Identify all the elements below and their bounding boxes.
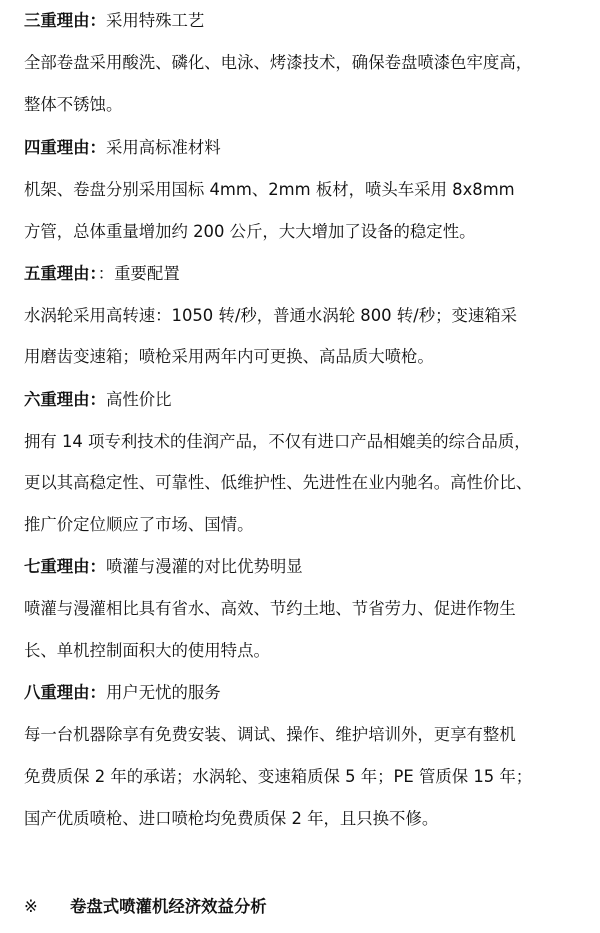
section-title: 用户无忧的服务: [105, 683, 221, 702]
footer-heading: [24, 896, 267, 918]
section-title: ：重要配置: [97, 264, 180, 283]
paragraph-line: 国产优质喷枪、进口喷枪均免费质保 2 年，且只换不修。: [24, 809, 439, 828]
paragraph-line: 拥有 14 项专利技术的佳润产品，不仅有进口产品相媲美的综合品质，: [24, 432, 531, 451]
paragraph-line: 机架、卷盘分别采用国标 4mm、2mm 板材，喷头车采用 8x8mm: [24, 180, 515, 199]
section-title: 采用特殊工艺: [105, 11, 205, 30]
footer-title: 卷盘式喷灌机经济效益分析: [70, 897, 267, 916]
paragraph-line: 推广价定位顺应了市场、国情。: [24, 515, 254, 534]
section-label: 七重理由：: [24, 557, 106, 576]
section-heading-3: [24, 10, 204, 32]
section-heading-8: [24, 682, 221, 704]
paragraph-line: 喷灌与漫灌相比具有省水、高效、节约土地、节省劳力、促进作物生: [24, 599, 516, 618]
section-heading-4: [24, 137, 221, 159]
section-heading-6: [24, 389, 172, 411]
paragraph-line: 更以其高稳定性、可靠性、低维护性、先进性在业内驰名。高性价比、: [24, 473, 533, 492]
section-heading-7: [24, 556, 303, 578]
reference-mark-icon: ※: [24, 897, 38, 916]
paragraph-line: 每一台机器除享有免费安装、调试、操作、维护培训外，更享有整机: [24, 725, 516, 744]
section-label: 五重理由：: [24, 264, 98, 283]
section-label: 四重理由：: [24, 138, 106, 157]
section-heading-5: [24, 263, 180, 285]
paragraph-line: 整体不锈蚀。: [24, 95, 123, 114]
paragraph-line: 用磨齿变速箱；喷枪采用两年内可更换、高品质大喷枪。: [24, 347, 434, 366]
section-title: 喷灌与漫灌的对比优势明显: [105, 557, 303, 576]
section-title: 采用高标准材料: [105, 138, 221, 157]
paragraph-line: 水涡轮采用高转速：1050 转/秒，普通水涡轮 800 转/秒；变速箱采: [24, 306, 518, 325]
section-label: 八重理由：: [24, 683, 106, 702]
paragraph-line: 长、单机控制面积大的使用特点。: [24, 641, 270, 660]
section-label: 六重理由：: [24, 390, 106, 409]
paragraph-line: 方管，总体重量增加约 200 公斤，大大增加了设备的稳定性。: [24, 222, 476, 241]
paragraph-line: 全部卷盘采用酸洗、磷化、电泳、烤漆技术，确保卷盘喷漆色牢度高，: [24, 53, 533, 72]
section-label: 三重理由：: [24, 11, 106, 30]
section-title: 高性价比: [105, 390, 172, 409]
paragraph-line: 免费质保 2 年的承诺；水涡轮、变速箱质保 5 年；PE 管质保 15 年；: [24, 767, 533, 786]
